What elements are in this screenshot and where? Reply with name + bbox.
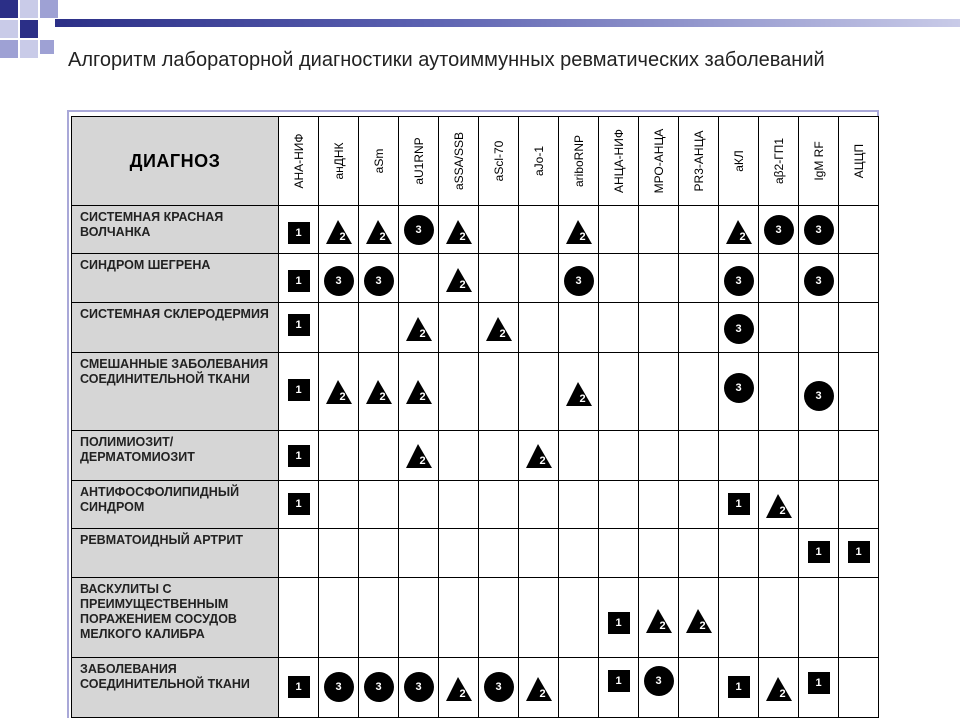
marker-cell [599, 481, 639, 529]
column-header-label: aSSA/SSB [451, 131, 466, 191]
column-header [839, 117, 879, 206]
marker-cell [679, 481, 719, 529]
marker-cell [279, 303, 319, 353]
marker-cell [359, 303, 399, 353]
marker-cell [759, 529, 799, 578]
marker-cell [479, 529, 519, 578]
column-header-label: PR3-АНЦА [691, 130, 706, 192]
diagnosis-cell: СИСТЕМНАЯ СКЛЕРОДЕРМИЯ [72, 303, 279, 353]
marker-cell [479, 431, 519, 481]
marker-cell [559, 206, 599, 254]
marker-cell [839, 431, 879, 481]
column-header [279, 117, 319, 206]
triangle-marker [325, 379, 353, 405]
column-header-label: aribоRNP [571, 134, 586, 188]
column-header-label: АНА-НИФ [291, 133, 306, 189]
diagnosis-cell: АНТИФОСФОЛИПИДНЫЙ СИНДРОМ [72, 481, 279, 529]
marker-cell [439, 658, 479, 718]
table-row [72, 254, 879, 303]
marker-cell [799, 353, 839, 431]
marker-cell [799, 578, 839, 658]
marker-cell [759, 578, 799, 658]
marker-cell [759, 658, 799, 718]
marker-cell [799, 206, 839, 254]
marker-cell [639, 303, 679, 353]
marker-cell [319, 658, 359, 718]
marker-cell [599, 658, 639, 718]
circle-marker: 3 [324, 672, 354, 702]
marker-cell [679, 353, 719, 431]
square-marker: 1 [808, 541, 830, 563]
triangle-marker [565, 219, 593, 245]
diagnosis-cell: СИНДРОМ ШЕГРЕНА [72, 254, 279, 303]
column-header-label: aScl-70 [491, 140, 506, 182]
circle-marker: 3 [724, 314, 754, 344]
marker-cell [319, 481, 359, 529]
column-header [639, 117, 679, 206]
marker-label: 2 [739, 231, 746, 243]
triangle-marker [645, 608, 673, 634]
table-row [72, 353, 879, 431]
square-marker: 1 [288, 676, 310, 698]
square-marker: 1 [288, 222, 310, 244]
marker-cell [719, 206, 759, 254]
marker-label: 2 [779, 505, 786, 517]
marker-cell [679, 303, 719, 353]
circle-marker: 3 [724, 266, 754, 296]
marker-cell [439, 353, 479, 431]
column-header-label: анДНК [331, 142, 346, 180]
marker-cell [319, 353, 359, 431]
marker-cell [759, 303, 799, 353]
marker-cell [319, 206, 359, 254]
marker-label: 2 [539, 688, 546, 700]
diagnosis-table [71, 116, 879, 718]
marker-cell [319, 254, 359, 303]
diagnosis-cell: ЗАБОЛЕВАНИЯ СОЕДИНИТЕЛЬНОЙ ТКАНИ [72, 658, 279, 718]
table-row [72, 658, 879, 718]
marker-cell [519, 303, 559, 353]
marker-cell [519, 254, 559, 303]
marker-cell [559, 578, 599, 658]
corner-square-2 [20, 0, 38, 18]
marker-cell [399, 353, 439, 431]
marker-label: 2 [499, 328, 506, 340]
marker-cell [839, 254, 879, 303]
marker-cell [559, 353, 599, 431]
marker-label: 2 [579, 231, 586, 243]
triangle-marker [405, 379, 433, 405]
triangle-marker [525, 443, 553, 469]
column-header [519, 117, 559, 206]
marker-cell [639, 206, 679, 254]
marker-cell [399, 206, 439, 254]
square-marker: 1 [608, 670, 630, 692]
marker-cell [279, 481, 319, 529]
circle-marker: 3 [404, 672, 434, 702]
marker-cell [319, 529, 359, 578]
circle-marker: 3 [564, 266, 594, 296]
marker-cell [479, 658, 519, 718]
marker-cell [439, 578, 479, 658]
marker-cell [399, 254, 439, 303]
marker-cell [839, 529, 879, 578]
marker-cell [519, 206, 559, 254]
marker-label: 2 [339, 231, 346, 243]
column-header-label: АНЦА-НИФ [611, 129, 626, 193]
circle-marker: 3 [484, 672, 514, 702]
marker-cell [599, 431, 639, 481]
column-header [319, 117, 359, 206]
marker-cell [799, 431, 839, 481]
marker-cell [439, 303, 479, 353]
marker-cell [559, 529, 599, 578]
square-marker: 1 [808, 672, 830, 694]
marker-label: 2 [459, 688, 466, 700]
triangle-marker [765, 676, 793, 702]
column-header-label: МРО-АНЦА [651, 128, 666, 194]
triangle-marker [445, 267, 473, 293]
title-accent-bar [55, 19, 960, 27]
marker-cell [719, 481, 759, 529]
marker-label: 2 [419, 391, 426, 403]
marker-cell [519, 431, 559, 481]
marker-cell [559, 481, 599, 529]
column-header [359, 117, 399, 206]
corner-square-7 [20, 40, 38, 58]
corner-square-8 [40, 40, 54, 54]
marker-cell [799, 658, 839, 718]
marker-cell [359, 529, 399, 578]
triangle-marker [365, 219, 393, 245]
marker-cell [279, 206, 319, 254]
column-header-label: aSm [371, 148, 386, 174]
marker-cell [479, 254, 519, 303]
marker-cell [279, 578, 319, 658]
marker-cell [359, 353, 399, 431]
marker-cell [639, 431, 679, 481]
marker-cell [839, 658, 879, 718]
column-header-label: aU1RNP [411, 137, 426, 185]
column-header-label: aβ2-ГП1 [771, 137, 786, 185]
square-marker: 1 [848, 541, 870, 563]
column-header [799, 117, 839, 206]
marker-cell [719, 303, 759, 353]
marker-cell [399, 303, 439, 353]
marker-cell [279, 431, 319, 481]
table-row [72, 303, 879, 353]
marker-cell [319, 431, 359, 481]
circle-marker: 3 [764, 215, 794, 245]
marker-label: 2 [459, 279, 466, 291]
marker-cell [839, 206, 879, 254]
marker-cell [679, 578, 719, 658]
marker-cell [839, 578, 879, 658]
table-row [72, 578, 879, 658]
marker-cell [639, 529, 679, 578]
marker-cell [279, 353, 319, 431]
triangle-marker [525, 676, 553, 702]
marker-cell [759, 353, 799, 431]
marker-cell [719, 578, 759, 658]
marker-label: 2 [379, 231, 386, 243]
marker-cell [359, 254, 399, 303]
marker-cell [439, 254, 479, 303]
marker-cell [639, 254, 679, 303]
column-header-label: АЦЦП [851, 143, 866, 179]
square-marker: 1 [288, 445, 310, 467]
marker-cell [599, 529, 639, 578]
marker-label: 2 [339, 391, 346, 403]
marker-cell [359, 431, 399, 481]
column-header [439, 117, 479, 206]
marker-cell [839, 481, 879, 529]
corner-square-1 [0, 0, 18, 18]
marker-cell [719, 431, 759, 481]
triangle-marker [445, 219, 473, 245]
marker-cell [719, 254, 759, 303]
marker-cell [559, 658, 599, 718]
triangle-marker [485, 316, 513, 342]
column-header [759, 117, 799, 206]
marker-cell [719, 353, 759, 431]
square-marker: 1 [288, 270, 310, 292]
diagnosis-cell: ВАСКУЛИТЫ С ПРЕИМУЩЕСТВЕННЫМ ПОРАЖЕНИЕМ СОСУДОВ МЕЛКОГО КАЛИБРА [72, 578, 279, 658]
marker-cell [799, 529, 839, 578]
corner-square-5 [20, 20, 38, 38]
marker-cell [519, 658, 559, 718]
marker-cell [519, 529, 559, 578]
corner-square-6 [0, 40, 18, 58]
marker-cell [799, 254, 839, 303]
marker-cell [439, 206, 479, 254]
triangle-marker [365, 379, 393, 405]
marker-cell [279, 254, 319, 303]
column-header [679, 117, 719, 206]
marker-cell [679, 529, 719, 578]
marker-label: 2 [659, 620, 666, 632]
column-header [479, 117, 519, 206]
marker-cell [639, 353, 679, 431]
marker-cell [759, 206, 799, 254]
marker-cell [679, 206, 719, 254]
square-marker: 1 [608, 612, 630, 634]
marker-cell [359, 578, 399, 658]
marker-cell [359, 206, 399, 254]
table-row [72, 431, 879, 481]
marker-cell [519, 481, 559, 529]
marker-cell [679, 254, 719, 303]
marker-cell [719, 658, 759, 718]
square-marker: 1 [728, 676, 750, 698]
marker-cell [519, 353, 559, 431]
marker-cell [439, 431, 479, 481]
column-header-label: IgM RF [811, 141, 826, 181]
marker-cell [599, 303, 639, 353]
marker-cell [839, 303, 879, 353]
diagnosis-header: ДИАГНОЗ [72, 117, 279, 206]
marker-label: 2 [459, 231, 466, 243]
marker-cell [799, 481, 839, 529]
triangle-marker [325, 219, 353, 245]
diagnosis-cell: РЕВМАТОИДНЫЙ АРТРИТ [72, 529, 279, 578]
marker-cell [559, 303, 599, 353]
table-row [72, 529, 879, 578]
table-row [72, 481, 879, 529]
marker-cell [519, 578, 559, 658]
marker-label: 2 [419, 455, 426, 467]
marker-cell [559, 254, 599, 303]
square-marker: 1 [288, 314, 310, 336]
square-marker: 1 [288, 493, 310, 515]
triangle-marker [685, 608, 713, 634]
square-marker: 1 [728, 493, 750, 515]
marker-cell [559, 431, 599, 481]
marker-cell [439, 481, 479, 529]
column-header-label: aКЛ [731, 150, 746, 172]
triangle-marker [405, 443, 433, 469]
marker-cell [359, 481, 399, 529]
table-row [72, 206, 879, 254]
marker-cell [359, 658, 399, 718]
circle-marker: 3 [804, 266, 834, 296]
marker-cell [759, 481, 799, 529]
marker-cell [399, 658, 439, 718]
marker-cell [439, 529, 479, 578]
corner-square-4 [0, 20, 18, 38]
marker-cell [639, 578, 679, 658]
marker-label: 2 [699, 620, 706, 632]
column-header [599, 117, 639, 206]
marker-cell [319, 578, 359, 658]
marker-cell [479, 206, 519, 254]
triangle-marker [405, 316, 433, 342]
marker-cell [479, 353, 519, 431]
marker-cell [479, 578, 519, 658]
column-header [559, 117, 599, 206]
circle-marker: 3 [804, 381, 834, 411]
diagnosis-cell: СИСТЕМНАЯ КРАСНАЯ ВОЛЧАНКА [72, 206, 279, 254]
marker-cell [479, 303, 519, 353]
marker-cell [279, 529, 319, 578]
column-header [399, 117, 439, 206]
header-row [72, 117, 879, 206]
marker-cell [639, 481, 679, 529]
marker-cell [679, 658, 719, 718]
marker-cell [839, 353, 879, 431]
corner-square-3 [40, 0, 58, 18]
circle-marker: 3 [404, 215, 434, 245]
triangle-marker [725, 219, 753, 245]
column-header-label: aJo-1 [531, 145, 546, 177]
diagnosis-cell: ПОЛИМИОЗИТ/ ДЕРМАТОМИОЗИТ [72, 431, 279, 481]
marker-cell [599, 353, 639, 431]
marker-cell [279, 658, 319, 718]
marker-cell [399, 529, 439, 578]
marker-label: 2 [779, 688, 786, 700]
marker-cell [479, 481, 519, 529]
marker-label: 2 [419, 328, 426, 340]
marker-cell [599, 578, 639, 658]
marker-label: 2 [539, 455, 546, 467]
square-marker: 1 [288, 379, 310, 401]
marker-cell [799, 303, 839, 353]
circle-marker: 3 [324, 266, 354, 296]
column-header [719, 117, 759, 206]
triangle-marker [565, 381, 593, 407]
circle-marker: 3 [724, 373, 754, 403]
triangle-marker [445, 676, 473, 702]
marker-cell [599, 254, 639, 303]
marker-label: 2 [579, 393, 586, 405]
triangle-marker [765, 493, 793, 519]
marker-cell [319, 303, 359, 353]
marker-cell [759, 431, 799, 481]
circle-marker: 3 [804, 215, 834, 245]
circle-marker: 3 [364, 266, 394, 296]
marker-cell [599, 206, 639, 254]
diagnosis-cell: СМЕШАННЫЕ ЗАБОЛЕВАНИЯ СОЕДИНИТЕЛЬНОЙ ТКАНИ [72, 353, 279, 431]
circle-marker: 3 [364, 672, 394, 702]
circle-marker: 3 [644, 666, 674, 696]
marker-label: 2 [379, 391, 386, 403]
marker-cell [399, 431, 439, 481]
marker-cell [399, 481, 439, 529]
marker-cell [639, 658, 679, 718]
marker-cell [719, 529, 759, 578]
marker-cell [759, 254, 799, 303]
slide-title: Алгоритм лабораторной диагностики аутоиммунных ревматических заболеваний [68, 49, 825, 71]
marker-cell [679, 431, 719, 481]
marker-cell [399, 578, 439, 658]
